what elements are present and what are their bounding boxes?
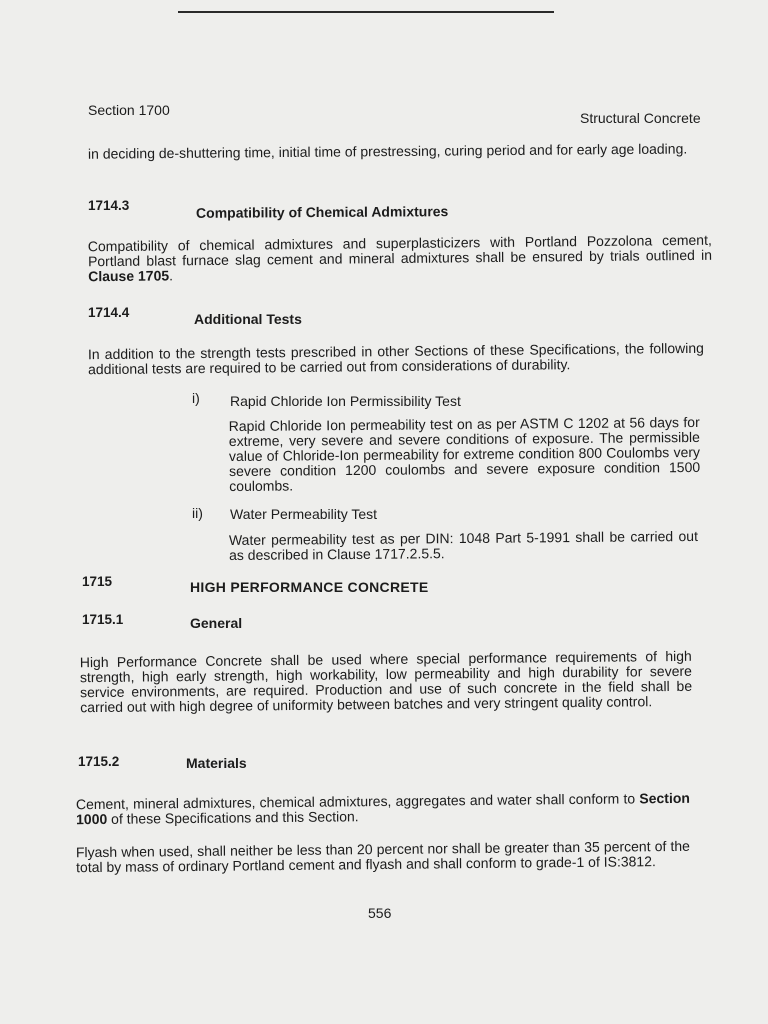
materials-text: Cement, mineral admixtures, chemical admixtures, aggregates and water shall conform to (75, 790, 640, 813)
materials-paragraph-1 (76, 791, 690, 827)
clause-number-1715-1: 1715.1 (82, 612, 124, 627)
intro-paragraph: in deciding de-shuttering time, initial time of prestressing, curing period and for early age loading. (87, 140, 688, 162)
top-rule (178, 11, 554, 13)
test-text-water-permeability: Water permeability test as per DIN: 1048 Part 5-1991 shall be carried out as described in Clause 1717.2.5.5. (228, 527, 698, 564)
clause-body-end: . (169, 267, 174, 284)
clause-body-1714-3 (88, 233, 712, 285)
clause-body-text: Compatibility of chemical admixtures and superplasticizers with Portland Pozzolona cement, Portland blast furnace slag cement and mineral admixtures shall be ensured by trials outlined in (87, 231, 713, 270)
clause-number-1715: 1715 (82, 574, 113, 589)
section-header: Section 1700 (88, 102, 170, 118)
test-title-water-permeability: Water Permeability Test (230, 506, 378, 522)
clause-title-1714-4: Additional Tests (194, 311, 302, 327)
materials-paragraph-2: Flyash when used, shall neither be less than 20 percent nor shall be greater than 35 percent of the total by mass of ordinary Portland cement and flyash and shall conform to grade-1 of IS:3812. (75, 837, 690, 876)
page-number: 556 (368, 905, 392, 921)
clause-number-1714-3: 1714.3 (88, 198, 130, 213)
chapter-title: Structural Concrete (580, 110, 701, 126)
clause-title-1715-1: General (190, 615, 243, 631)
test-text-rapid-chloride: Rapid Chloride Ion permeability test on as per ASTM C 1202 at 56 days for extreme, very severe and severe conditions of exposure. The permissible value of Chloride-Ion permeability for extreme condition 800 Coulombs very severe condition 1200 coulombs and severe exposure condition 1500 coulombs. (228, 413, 701, 495)
materials-text-end: of these Specifications and this Section. (107, 808, 359, 827)
list-marker-ii: ii) (192, 505, 203, 521)
clause-body-1715-1: High Performance Concrete shall be used where special performance requirements of high strength, high early strength, high workability, low permeability and high durability for severe service environments, are required. Production and use of such concrete in the field shall be carried out with high degree of uniformity between batches and very stringent quality control. (79, 647, 693, 716)
clause-title-1715-2: Materials (186, 755, 247, 771)
clause-title-1715: HIGH PERFORMANCE CONCRETE (190, 579, 429, 595)
clause-number-1714-4: 1714.4 (88, 305, 130, 320)
clause-body-1714-4: In addition to the strength tests prescribed in other Sections of these Specifications, the following additional tests are required to be carried out from considerations of durability. (87, 339, 704, 378)
section-reference: Section 1000 (76, 789, 690, 828)
test-title-rapid-chloride: Rapid Chloride Ion Permissibility Test (230, 393, 461, 409)
clause-reference: Clause 1705 (88, 267, 170, 285)
clause-title-1714-3: Compatibility of Chemical Admixtures (195, 203, 449, 221)
clause-number-1715-2: 1715.2 (78, 754, 120, 769)
list-marker-i: i) (192, 390, 200, 406)
